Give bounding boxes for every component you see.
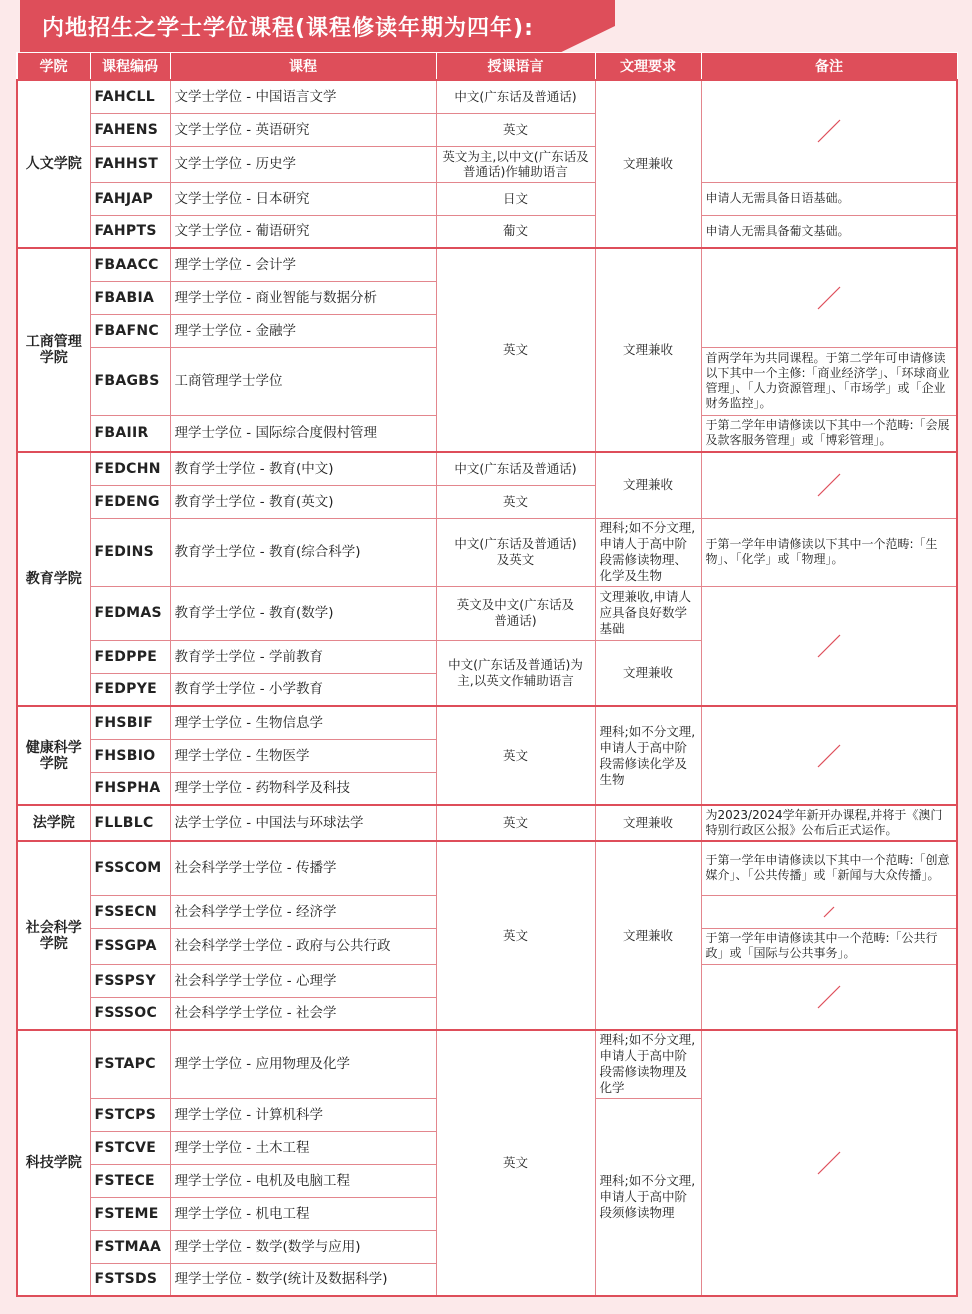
diagonal-slash-icon (816, 285, 842, 311)
table-row (17, 182, 957, 215)
course-name: 社会科学学士学位 - 心理学 (170, 964, 436, 997)
requirement-cell: 文理兼收 (595, 80, 701, 248)
remark-empty (701, 586, 957, 706)
table-row (17, 1030, 957, 1098)
course-name: 理学士学位 - 药物科学及科技 (170, 772, 436, 805)
course-name: 社会科学学士学位 - 政府与公共行政 (170, 928, 436, 964)
course-table (16, 52, 958, 1297)
course-name: 文学士学位 - 葡语研究 (170, 215, 436, 248)
table-row (17, 215, 957, 248)
course-code: FAHJAP (90, 182, 170, 215)
course-code: FSSECN (90, 895, 170, 928)
language-cell: 英文为主,以中文(广东话及普通话)作辅助语言 (436, 146, 595, 182)
faculty-cell: 教育学院 (17, 452, 90, 706)
header-faculty: 学院 (17, 53, 90, 81)
course-code: FSSGPA (90, 928, 170, 964)
course-name: 理学士学位 - 电机及电脑工程 (170, 1164, 436, 1197)
diagonal-slash-icon (816, 1150, 842, 1176)
diagonal-slash-icon (816, 984, 842, 1010)
table-row (17, 706, 957, 739)
remark-cell: 为2023/2024学年新开办课程,并将于《澳门特别行政区公报》公布后正式运作。 (701, 805, 957, 841)
table-row (17, 80, 957, 113)
language-cell: 英文 (436, 706, 595, 805)
diagonal-slash-icon (816, 743, 842, 769)
requirement-cell: 文理兼收 (595, 805, 701, 841)
remark-empty (701, 80, 957, 182)
course-code: FEDCHN (90, 452, 170, 485)
table-row (17, 452, 957, 485)
remark-empty (701, 706, 957, 805)
language-cell: 葡文 (436, 215, 595, 248)
course-code: FSTEME (90, 1197, 170, 1230)
course-name: 教育学士学位 - 教育(综合科学) (170, 518, 436, 586)
language-cell: 中文(广东话及普通话)及英文 (436, 518, 595, 586)
course-name: 理学士学位 - 计算机科学 (170, 1098, 436, 1131)
language-cell: 日文 (436, 182, 595, 215)
requirement-cell: 文理兼收 (595, 452, 701, 518)
course-name: 文学士学位 - 历史学 (170, 146, 436, 182)
course-code: FEDMAS (90, 586, 170, 640)
language-cell: 英文 (436, 1030, 595, 1296)
requirement-cell: 理科;如不分文理,申请人于高中阶段需修读物理及化学 (595, 1030, 701, 1098)
remark-cell: 于第一学年申请修读以下其中一个范畴:「创意媒介」、「公共传播」或「新闻与大众传播」。 (701, 841, 957, 895)
course-code: FHSBIO (90, 739, 170, 772)
remark-empty (701, 964, 957, 1030)
language-cell: 中文(广东话及普通话) (436, 80, 595, 113)
course-name: 理学士学位 - 应用物理及化学 (170, 1030, 436, 1098)
course-name: 教育学士学位 - 学前教育 (170, 640, 436, 673)
header-requirement: 文理要求 (595, 53, 701, 81)
header-language: 授课语言 (436, 53, 595, 81)
course-name: 理学士学位 - 生物信息学 (170, 706, 436, 739)
course-code: FSSSOC (90, 997, 170, 1030)
remark-empty (701, 452, 957, 518)
language-cell: 中文(广东话及普通话)为主,以英文作辅助语言 (436, 640, 595, 706)
remark-cell: 申请人无需具备葡文基础。 (701, 215, 957, 248)
course-code: FSSCOM (90, 841, 170, 895)
course-code: FSTCVE (90, 1131, 170, 1164)
course-code: FSTSDS (90, 1263, 170, 1296)
header-row (17, 53, 957, 81)
course-name: 理学士学位 - 数学(统计及数据科学) (170, 1263, 436, 1296)
remark-cell: 首两学年为共同课程。于第二学年可申请修读以下其中一个主修:「商业经济学」、「环球商业管理」、「人力资源管理」、「市场学」或「企业财务监控」。 (701, 347, 957, 415)
language-cell: 英文 (436, 113, 595, 146)
faculty-cell: 法学院 (17, 805, 90, 841)
course-name: 文学士学位 - 日本研究 (170, 182, 436, 215)
language-cell: 英文 (436, 805, 595, 841)
diagonal-slash-icon (816, 118, 842, 144)
language-cell: 英文 (436, 841, 595, 1030)
course-code: FEDPYE (90, 673, 170, 706)
requirement-cell: 文理兼收 (595, 640, 701, 706)
course-name: 社会科学学士学位 - 经济学 (170, 895, 436, 928)
course-name: 教育学士学位 - 教育(数学) (170, 586, 436, 640)
table-row (17, 248, 957, 281)
course-code: FBAIIR (90, 415, 170, 452)
page-title: 内地招生之学士学位课程(课程修读年期为四年): (42, 16, 534, 41)
course-name: 教育学士学位 - 教育(英文) (170, 485, 436, 518)
faculty-cell: 科技学院 (17, 1030, 90, 1296)
remark-cell: 于第一学年申请修读其中一个范畴:「公共行政」或「国际与公共事务」。 (701, 928, 957, 964)
language-cell: 英文及中文(广东话及普通话) (436, 586, 595, 640)
course-code: FHSPHA (90, 772, 170, 805)
course-code: FAHHST (90, 146, 170, 182)
remark-cell: 申请人无需具备日语基础。 (701, 182, 957, 215)
faculty-cell: 工商管理学院 (17, 248, 90, 452)
course-name: 理学士学位 - 国际综合度假村管理 (170, 415, 436, 452)
course-code: FSTCPS (90, 1098, 170, 1131)
course-code: FHSBIF (90, 706, 170, 739)
faculty-cell: 人文学院 (17, 80, 90, 248)
remark-empty (701, 1030, 957, 1296)
requirement-cell: 理科;如不分文理,申请人于高中阶段须修读物理 (595, 1098, 701, 1296)
diagonal-slash-icon (816, 899, 842, 925)
course-code: FLLBLC (90, 805, 170, 841)
header-course: 课程 (170, 53, 436, 81)
course-code: FBABIA (90, 281, 170, 314)
remark-empty (701, 248, 957, 347)
language-cell: 中文(广东话及普通话) (436, 452, 595, 485)
course-code: FBAFNC (90, 314, 170, 347)
requirement-cell: 文理兼收 (595, 841, 701, 1030)
header-code: 课程编码 (90, 53, 170, 81)
table-row (17, 518, 957, 586)
course-code: FBAGBS (90, 347, 170, 415)
course-code: FEDPPE (90, 640, 170, 673)
course-name: 教育学士学位 - 教育(中文) (170, 452, 436, 485)
course-name: 法学士学位 - 中国法与环球法学 (170, 805, 436, 841)
language-cell: 英文 (436, 248, 595, 452)
course-code: FSTAPC (90, 1030, 170, 1098)
course-name: 文学士学位 - 中国语言文学 (170, 80, 436, 113)
requirement-cell: 理科;如不分文理,申请人于高中阶段需修读化学及生物 (595, 706, 701, 805)
course-name: 理学士学位 - 土木工程 (170, 1131, 436, 1164)
course-name: 理学士学位 - 金融学 (170, 314, 436, 347)
course-code: FEDENG (90, 485, 170, 518)
diagonal-slash-icon (816, 633, 842, 659)
table-row (17, 841, 957, 895)
requirement-cell: 文理兼收,申请人应具备良好数学基础 (595, 586, 701, 640)
course-name: 工商管理学士学位 (170, 347, 436, 415)
course-code: FAHCLL (90, 80, 170, 113)
diagonal-slash-icon (816, 472, 842, 498)
table-row (17, 586, 957, 640)
course-name: 文学士学位 - 英语研究 (170, 113, 436, 146)
course-name: 理学士学位 - 机电工程 (170, 1197, 436, 1230)
course-code: FBAACC (90, 248, 170, 281)
course-name: 社会科学学士学位 - 传播学 (170, 841, 436, 895)
course-code: FAHPTS (90, 215, 170, 248)
course-code: FSSPSY (90, 964, 170, 997)
remark-cell: 于第二学年申请修读以下其中一个范畴:「会展及款客服务管理」或「博彩管理」。 (701, 415, 957, 452)
course-name: 教育学士学位 - 小学教育 (170, 673, 436, 706)
course-name: 理学士学位 - 数学(数学与应用) (170, 1230, 436, 1263)
course-code: FEDINS (90, 518, 170, 586)
course-name: 理学士学位 - 会计学 (170, 248, 436, 281)
faculty-cell: 健康科学学院 (17, 706, 90, 805)
remark-empty (701, 895, 957, 928)
course-name: 社会科学学士学位 - 社会学 (170, 997, 436, 1030)
course-code: FSTECE (90, 1164, 170, 1197)
course-code: FAHENS (90, 113, 170, 146)
course-code: FSTMAA (90, 1230, 170, 1263)
requirement-cell: 文理兼收 (595, 248, 701, 452)
table-row (17, 805, 957, 841)
remark-cell: 于第一学年申请修读以下其中一个范畴:「生物」、「化学」或「物理」。 (701, 518, 957, 586)
header-remark: 备注 (701, 53, 957, 81)
faculty-cell: 社会科学学院 (17, 841, 90, 1030)
requirement-cell: 理科;如不分文理,申请人于高中阶段需修读物理、化学及生物 (595, 518, 701, 586)
course-name: 理学士学位 - 生物医学 (170, 739, 436, 772)
course-name: 理学士学位 - 商业智能与数据分析 (170, 281, 436, 314)
language-cell: 英文 (436, 485, 595, 518)
